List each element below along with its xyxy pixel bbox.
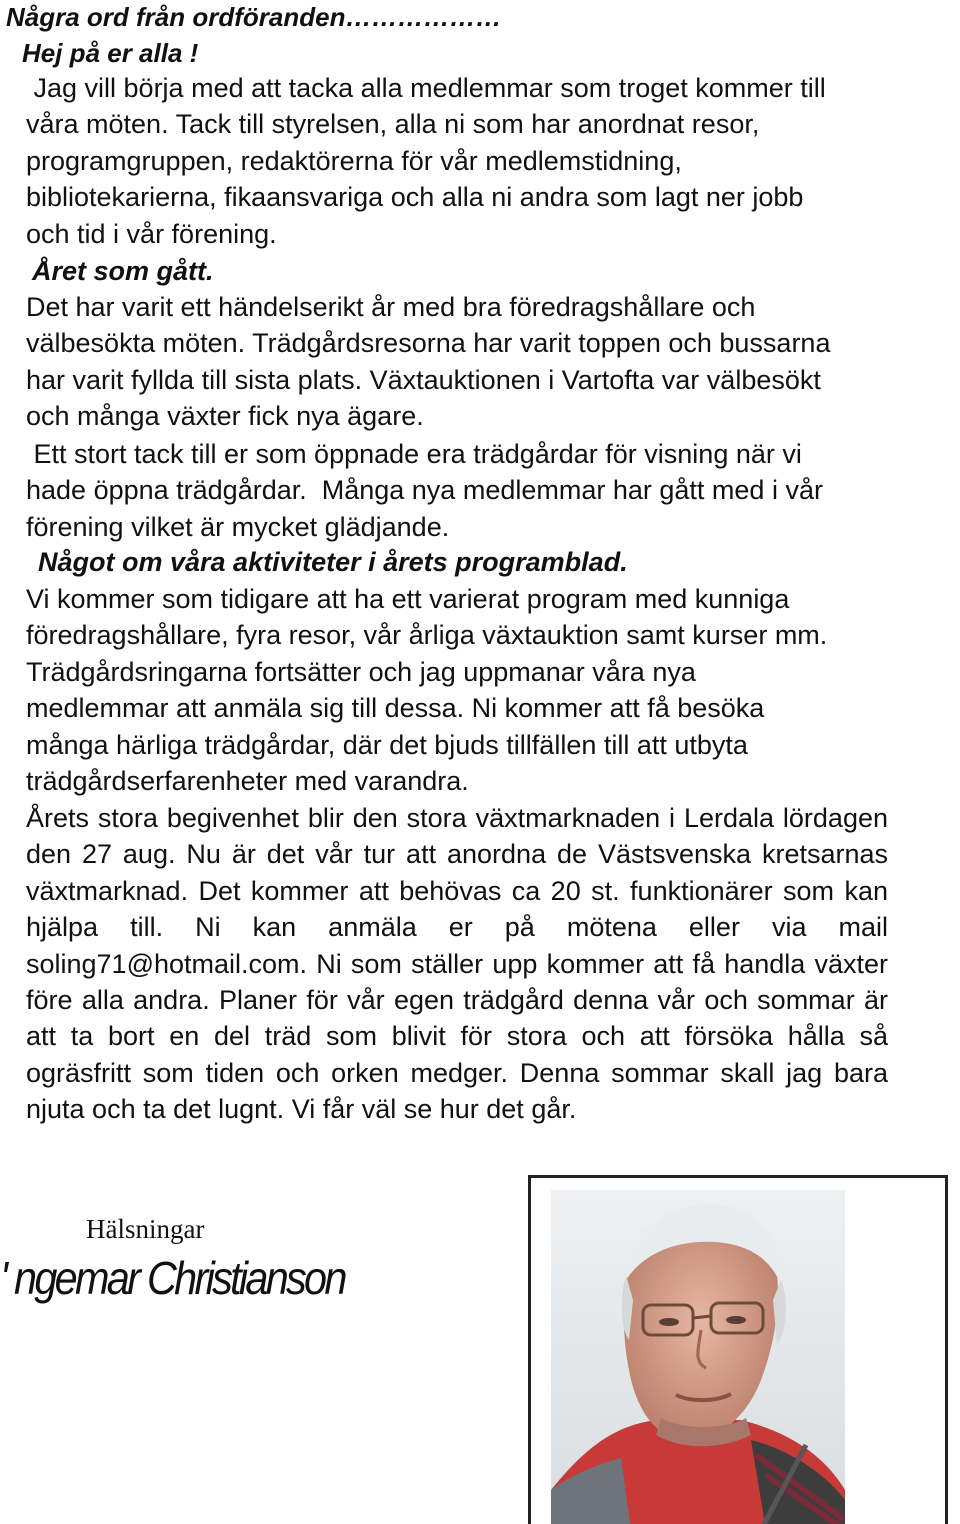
paragraph-gardens: Ett stort tack till er som öppnade era trädgårdar för visning när vi hade öppna trädgårdar. Många nya medlemmar har gått med i vår förening vilket är mycket glädjande. [26,439,823,542]
paragraph-market: Årets stora begivenhet blir den stora växtmarknaden i Lerdala lördagen den 27 aug. Nu är det vår tur att anordna de Västsvenska kretsarnas växtmarknad. Det kommer att behövas ca 20 st. funktionärer som kan hjälpa till. Ni kan anmäla er på mötena eller via mail soling71@hotmail.com. Ni som ställer upp kommer att få handla växter före alla andra. Planer för vår egen trädgård denna vår och sommar är att ta bort en del träd som blivit för stora och att försöka hålla så ogräsfritt som tiden och orken medger. Denna sommar skall jag bara njuta och ta det lugnt. Vi får väl se hur det går. [26,803,888,1125]
paragraph-thanks: Jag vill börja med att tacka alla medlemmar som troget kommer till våra möten. Tack till styrelsen, alla ni som har anordnat resor, programgruppen, redaktörerna för vår medlemstidning, bibliotekarierna, fikaansvariga och alla ni andra som lagt ner jobb och tid i vår förening. [26,73,826,249]
paragraph-year: Det har varit ett händelserikt år med bra föredragshållare och välbesökta möten. Trädgårdsresorna har varit toppen och bussarna har varit fyllda till sista plats. Växtauktionen i Vartofta var välbesökt och många växter fick nya ägare. [26,292,831,432]
signature: ' ngemar Christianson [0,1252,345,1304]
heading-year: Året som gått. [32,256,214,286]
paragraph-program: Vi kommer som tidigare att ha ett varierat program med kunniga föredragshållare, fyra resor, vår årliga växtauktion samt kurser mm. Trädgårdsringarna fortsätter och jag uppmanar våra nya medlemmar att anmäla sig till dessa. Ni kommer att få besöka många härliga trädgårdar, där det bjuds tillfällen till att utbyta trädgårdserfarenheter med varandra. [26,584,828,797]
greeting: Hej på er alla ! [22,38,199,68]
portrait-photo [551,1190,845,1524]
regards-text: Hälsningar [86,1214,205,1244]
article-title: Några ord från ordföranden……………… [6,2,502,32]
heading-activities: Något om våra aktiviteter i årets programblad. [38,547,628,577]
photo-frame [528,1175,948,1524]
